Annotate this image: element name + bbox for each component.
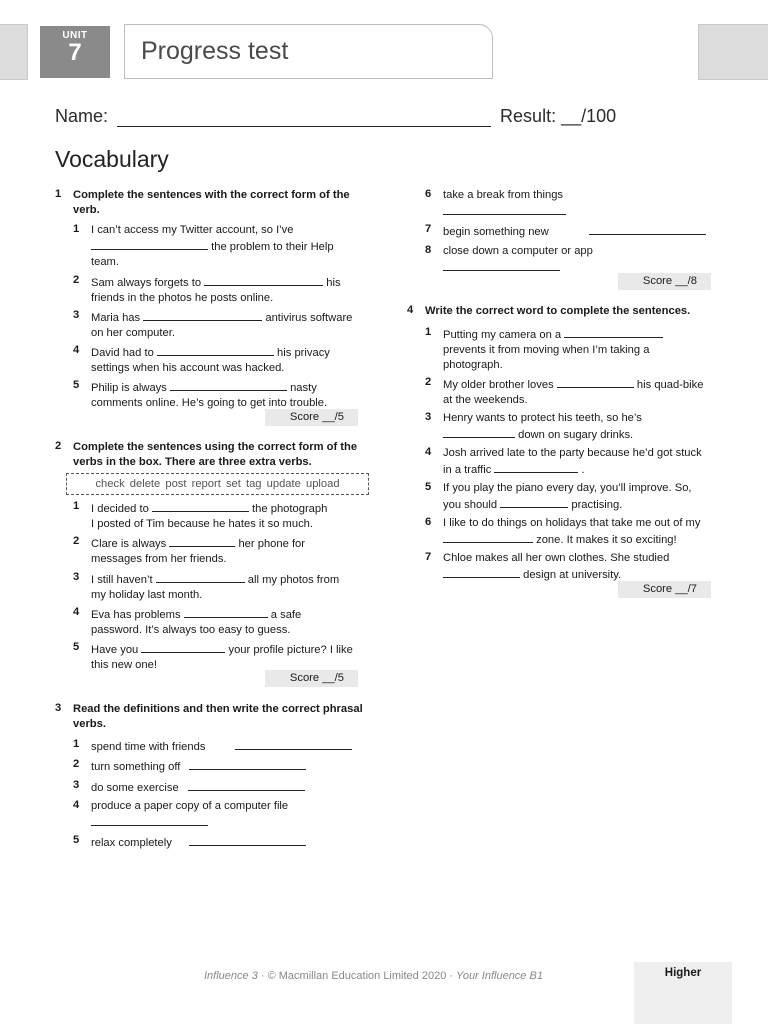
- q4-item-number: 1: [425, 326, 432, 338]
- q1-item-5: [91, 379, 381, 411]
- q4-item-1: [443, 326, 723, 373]
- q2-item-number: 1: [73, 500, 80, 512]
- answer-blank[interactable]: [156, 571, 245, 583]
- item-text: antivirus software: [262, 312, 353, 324]
- q3-item-8: [443, 244, 723, 276]
- item-text: take a break from things: [443, 189, 564, 201]
- item-text: settings when his account was hacked.: [91, 362, 285, 374]
- item-text: prevents it from moving when I’m taking a: [443, 344, 650, 356]
- item-text: do some exercise: [91, 782, 179, 794]
- item-text: I like to do things on holidays that take me out of my: [443, 517, 701, 529]
- q3-item-2: [91, 758, 381, 775]
- q2-item-number: 4: [73, 606, 80, 618]
- q2-item-number: 5: [73, 641, 80, 653]
- item-text: Josh arrived late to the party because he’d got stuck: [443, 447, 702, 459]
- item-text: David had to: [91, 347, 157, 359]
- answer-blank[interactable]: [169, 535, 235, 547]
- q1-item-1: [91, 223, 381, 270]
- q3-item-number: 8: [425, 244, 432, 256]
- item-text: zone. It makes it so exciting!: [533, 534, 677, 546]
- item-text: a safe: [267, 609, 302, 621]
- q1-item-number: 2: [73, 274, 80, 286]
- answer-blank[interactable]: [184, 606, 268, 618]
- answer-blank[interactable]: [443, 426, 515, 438]
- section-title: Vocabulary: [55, 146, 169, 172]
- footer-copyright: © Macmillan Education Limited 2020: [267, 970, 447, 982]
- item-text: down on sugary drinks.: [515, 429, 634, 441]
- q3-item-5: [91, 834, 381, 851]
- answer-blank[interactable]: [189, 834, 306, 846]
- q3-item-number: 3: [73, 779, 80, 791]
- q2-number: 2: [55, 440, 62, 452]
- item-text: spend time with friends: [91, 741, 206, 753]
- answer-blank[interactable]: [188, 779, 305, 791]
- unit-label: UNIT: [62, 30, 88, 41]
- q2-item-3: [91, 571, 381, 603]
- answer-blank[interactable]: [170, 379, 287, 391]
- name-row: [55, 106, 616, 127]
- item-text: password. It’s always too easy to guess.: [91, 624, 291, 636]
- level-badge: Higher: [634, 962, 732, 1024]
- q3-item-number: 1: [73, 738, 80, 750]
- q4-item-5: [443, 481, 723, 513]
- q3-score: Score __/8: [618, 273, 711, 290]
- item-text: Sam always forgets to: [91, 277, 205, 289]
- name-label: Name:: [55, 106, 109, 126]
- q2-item-4: [91, 606, 381, 638]
- answer-blank[interactable]: [494, 461, 578, 473]
- answer-blank[interactable]: [589, 223, 706, 235]
- q4-instruction: Write the correct word to complete the sentences.: [425, 305, 691, 317]
- item-text: Chloe makes all her own clothes. She studied: [443, 552, 670, 564]
- q2-item-number: 3: [73, 571, 80, 583]
- item-text: Putting my camera on a: [443, 329, 565, 341]
- item-text: I decided to: [91, 503, 152, 515]
- q4-item-7: [443, 551, 723, 583]
- q1-item-number: 1: [73, 223, 80, 235]
- page-title: Progress test: [141, 37, 289, 65]
- answer-blank[interactable]: [157, 344, 274, 356]
- item-text: turn something off: [91, 761, 181, 773]
- answer-blank[interactable]: [143, 309, 262, 321]
- item-text: my holiday last month.: [91, 589, 203, 601]
- answer-blank[interactable]: [189, 758, 306, 770]
- q4-item-number: 7: [425, 551, 432, 563]
- item-text: Eva has problems: [91, 609, 184, 621]
- q3-item-4: [91, 799, 381, 831]
- item-text: friends in the photos he posts online.: [91, 292, 274, 304]
- q1-item-2: [91, 274, 381, 306]
- answer-blank[interactable]: [443, 566, 520, 578]
- item-text: .: [578, 464, 585, 476]
- answer-blank[interactable]: [443, 203, 566, 215]
- item-text: his quad-bike: [633, 379, 704, 391]
- footer: [204, 970, 543, 982]
- q3-item-3: [91, 779, 381, 796]
- item-text: you should: [443, 499, 501, 511]
- answer-blank[interactable]: [91, 814, 208, 826]
- item-text: Have you: [91, 644, 142, 656]
- item-text: his privacy: [273, 347, 330, 359]
- answer-blank[interactable]: [204, 274, 323, 286]
- unit-number: 7: [68, 39, 82, 66]
- q3-item-6: [443, 188, 723, 220]
- item-text: I still haven’t: [91, 574, 156, 586]
- item-text: I can’t access my Twitter account, so I’ve: [91, 224, 294, 236]
- answer-blank[interactable]: [91, 238, 208, 250]
- q1-item-number: 3: [73, 309, 80, 321]
- unit-badge: [40, 26, 110, 78]
- answer-blank[interactable]: [564, 326, 663, 338]
- q2-item-5: [91, 641, 381, 673]
- item-text: in a traffic: [443, 464, 495, 476]
- item-text: the photograph: [248, 503, 328, 515]
- item-text: begin something new: [443, 226, 549, 238]
- q2-item-1: [91, 500, 381, 532]
- item-text: Clare is always: [91, 538, 170, 550]
- left-edge-tab: [0, 24, 28, 80]
- item-text: all my photos from: [244, 574, 340, 586]
- answer-blank[interactable]: [500, 496, 568, 508]
- answer-blank[interactable]: [152, 500, 249, 512]
- item-text: comments online. He’s going to get into trouble.: [91, 397, 328, 409]
- q4-score: Score __/7: [618, 581, 711, 598]
- item-text: close down a computer or app: [443, 245, 593, 257]
- q1-score: Score __/5: [265, 409, 358, 426]
- verb-box: check delete post report set tag update upload: [66, 473, 369, 495]
- item-text: the problem to their Help: [208, 241, 334, 253]
- q4-item-4: [443, 446, 723, 478]
- q3-item-7: [443, 223, 723, 240]
- item-text: If you play the piano every day, you’ll improve. So,: [443, 482, 692, 494]
- item-text: this new one!: [91, 659, 157, 671]
- q4-item-6: [443, 516, 728, 548]
- item-text: produce a paper copy of a computer file: [91, 800, 289, 812]
- q3-item-number: 2: [73, 758, 80, 770]
- q4-item-2: [443, 376, 723, 408]
- q4-item-number: 3: [425, 411, 432, 423]
- q1-item-3: [91, 309, 381, 341]
- q2-instruction: Complete the sentences using the correct form of the verbs in the box. There are three extra verbs.: [73, 441, 358, 468]
- item-text: photograph.: [443, 359, 503, 371]
- answer-blank[interactable]: [141, 641, 225, 653]
- q1-instruction: Complete the sentences with the correct form of the verb.: [73, 189, 350, 216]
- q1-item-4: [91, 344, 381, 376]
- q3-item-number: 7: [425, 223, 432, 235]
- item-text: nasty: [286, 382, 317, 394]
- q3-item-number: 5: [73, 834, 80, 846]
- item-text: at the weekends.: [443, 394, 528, 406]
- footer-edition: Your Influence B1: [456, 970, 543, 982]
- item-text: practising.: [568, 499, 623, 511]
- q3-item-number: 4: [73, 799, 80, 811]
- q4-item-number: 2: [425, 376, 432, 388]
- footer-book: Influence 3: [204, 970, 258, 982]
- q4-item-number: 6: [425, 516, 432, 528]
- item-text: messages from her friends.: [91, 553, 227, 565]
- answer-blank[interactable]: [443, 531, 533, 543]
- answer-blank[interactable]: [443, 259, 560, 271]
- item-text: Henry wants to protect his teeth, so he’s: [443, 412, 642, 424]
- q1-item-number: 4: [73, 344, 80, 356]
- q2-item-2: [91, 535, 381, 567]
- answer-blank[interactable]: [557, 376, 634, 388]
- item-text: team.: [91, 256, 119, 268]
- result-label: Result: __/100: [500, 106, 617, 126]
- q3-item-1: [91, 738, 381, 755]
- title-box: [124, 24, 493, 79]
- q4-item-3: [443, 411, 723, 443]
- q4-item-number: 5: [425, 481, 432, 493]
- footer-separator: ·: [257, 970, 268, 982]
- right-edge-tab: [698, 24, 768, 80]
- item-text: your profile picture? I like: [225, 644, 353, 656]
- item-text: on her computer.: [91, 327, 175, 339]
- item-text: I posted of Tim because he hates it so much.: [91, 518, 314, 530]
- q3-item-number: 6: [425, 188, 432, 200]
- q1-number: 1: [55, 188, 62, 200]
- q4-item-number: 4: [425, 446, 432, 458]
- q3-number: 3: [55, 702, 62, 714]
- item-text: Maria has: [91, 312, 144, 324]
- q4-number: 4: [407, 304, 414, 316]
- q2-item-number: 2: [73, 535, 80, 547]
- item-text: her phone for: [235, 538, 306, 550]
- q3-instruction: Read the definitions and then write the correct phrasal verbs.: [73, 703, 363, 730]
- footer-separator: ·: [446, 970, 457, 982]
- item-text: design at university.: [520, 569, 622, 581]
- name-field[interactable]: [117, 110, 491, 127]
- q1-item-number: 5: [73, 379, 80, 391]
- item-text: My older brother loves: [443, 379, 557, 391]
- answer-blank[interactable]: [235, 738, 352, 750]
- q2-score: Score __/5: [265, 670, 358, 687]
- item-text: his: [323, 277, 341, 289]
- item-text: Philip is always: [91, 382, 170, 394]
- item-text: relax completely: [91, 837, 172, 849]
